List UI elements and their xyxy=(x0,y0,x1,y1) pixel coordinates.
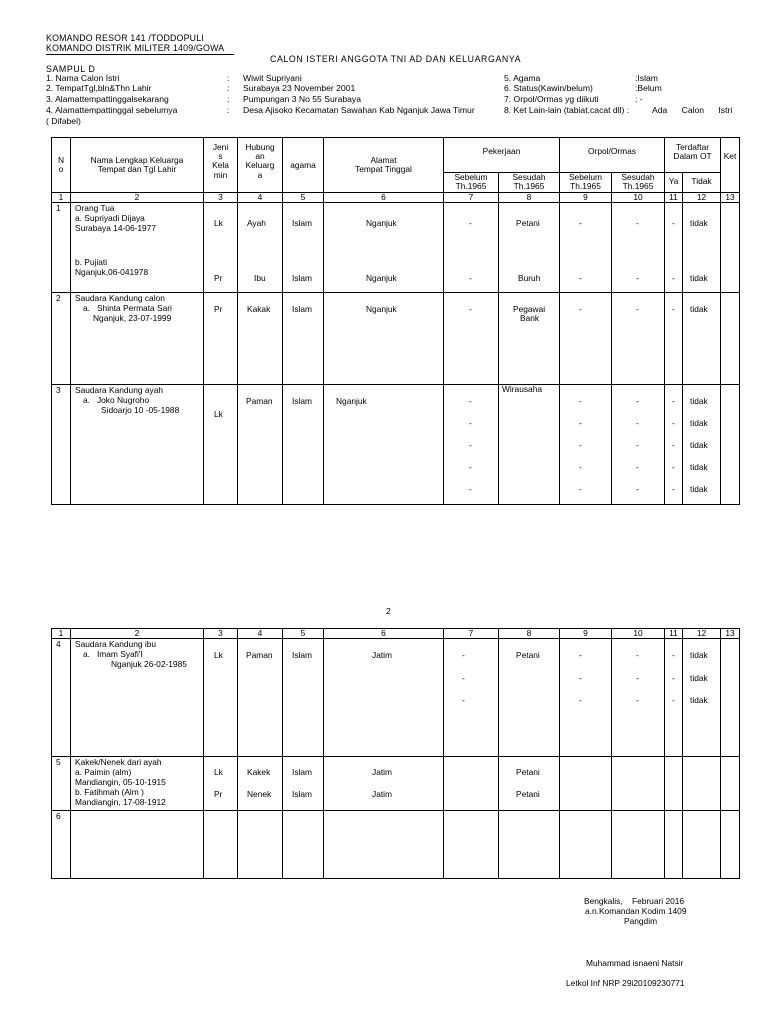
document-title: CALON ISTERI ANGGOTA TNI AD DAN KELUARGANYA xyxy=(270,54,522,64)
table-row: 5 Kakek/Nenek dari ayah a. Paimin (alm) Mandiangin, 05-10-1915 b. Fatihmah (Alm ) Mandiangin, 17-08-1912 Lk Pr Kakek Nenek Islam Islam Jatim Jatim Petani Petani xyxy=(52,757,740,811)
header-no: N o xyxy=(52,138,71,193)
column-number-row: 1 2 3 4 5 6 7 8 9 10 11 12 13 xyxy=(52,193,740,203)
column-number-row: 1 2 3 4 5 6 7 8 9 10 11 12 13 xyxy=(52,629,740,639)
table-row: 4 Saudara Kandung ibu a. Imam Syafi'I Nganjuk 26-02-1985 Lk Paman Islam Jatim - - - Petani - - - - - - - - - tidak tidak tidak xyxy=(52,639,740,757)
signatory-name: Muhammad isnaeni Natsir xyxy=(586,958,684,968)
info-value-status: :Belum xyxy=(635,83,662,93)
info-extra-note: ( Difabel) xyxy=(46,116,81,126)
header-ya: Ya xyxy=(665,173,683,193)
header-orpol-sebelum: Sebelum Th.1965 xyxy=(560,173,612,193)
header-nama: Nama Lengkap Keluarga Tempat dan Tgl Lahir xyxy=(71,138,204,193)
document-subtitle: SAMPUL D xyxy=(46,64,96,74)
signature-on-behalf: a.n.Komandan Kodim 1409 xyxy=(585,906,687,916)
table-row: 6 xyxy=(52,811,740,879)
page-number: 2 xyxy=(386,606,391,616)
info-label-status: 6. Status(Kawin/belum) xyxy=(504,83,593,93)
info-value-address: Pumpungan 3 No 55 Surabaya xyxy=(243,94,362,104)
info-value-orpol: : - xyxy=(635,94,643,104)
table-row: 1 Orang Tua a. Supriyadi Dijaya Surabaya 14-06-1977 b. Pujiati Nganjuk,06-041978 Lk Pr Ayah Ibu Islam Islam Nganjuk Nganjuk - - Petani Buruh - - - - - - tidak tidak xyxy=(52,203,740,293)
info-value-birth: Surabaya 23 November 2001 xyxy=(243,83,356,93)
table-row: 2 Saudara Kandung calon a. Shinta Permata Sari Nganjuk, 23-07-1999 Pr Kakak Islam Nganjuk - Pegawai Bank - - - tidak xyxy=(52,293,740,385)
header-pekerjaan-sebelum: Sebelum Th.1965 xyxy=(444,173,499,193)
info-label-other: 8. Ket Lain-lain (tabiat,cacat dll) : xyxy=(504,105,630,115)
header-orpol-sesudah: Sesudah Th.1965 xyxy=(612,173,665,193)
header-pekerjaan-sesudah: Sesudah Th.1965 xyxy=(499,173,560,193)
info-colon: : xyxy=(227,83,230,93)
header-terdaftar: Terdaftar Dalam OT xyxy=(665,138,721,173)
info-label-prev-address: 4. Alamattempattinggal sebelumya xyxy=(46,105,178,115)
info-label-address: 3. Alamattempattinggalsekarang xyxy=(46,94,169,104)
signature-role: Pangdim xyxy=(624,916,658,926)
header-orpol: Orpol/Ormas xyxy=(560,138,665,173)
info-label-birth: 2. TempatTgl,bln&Thn Lahir xyxy=(46,83,152,93)
info-value-name: Wiwit Supriyani xyxy=(243,73,302,83)
family-table-page-2 xyxy=(51,628,740,879)
header-pekerjaan: Pekerjaan xyxy=(444,138,560,173)
family-table-page-1 xyxy=(51,137,740,505)
info-label-orpol: 7. Orpol/Ormas yg diikuti xyxy=(504,94,599,104)
info-colon: : xyxy=(227,94,230,104)
table-row: 3 Saudara Kandung ayah a. Joko Nugroho Sidoarjo 10 -05-1988 Lk Paman Islam Nganjuk - - - - - Wirausaha - - - - - - - - - - - - - - - tidak tidak tidak tidak tidak xyxy=(52,385,740,505)
info-label-name: 1. Nama Calon Istri xyxy=(46,73,120,83)
header-agama: agama xyxy=(283,138,324,193)
header-hubungan: Hubung an Keluarg a xyxy=(238,138,283,193)
info-colon: : xyxy=(227,73,230,83)
header-tidak: Tidak xyxy=(683,173,721,193)
signature-place-date: Bengkalis, Februari 2016 xyxy=(584,896,685,906)
info-label-religion: 5. Agama xyxy=(504,73,541,83)
info-value-prev-address: Desa Ajisoko Kecamatan Sawahan Kab Nganjuk Jawa Timur xyxy=(243,105,475,115)
header-jenis-kelamin: Jeni s Kela min xyxy=(204,138,238,193)
info-value-religion: :Islam xyxy=(635,73,658,83)
info-value-other: Ada Calon Istri xyxy=(652,105,733,115)
header-line-2: KOMANDO DISTRIK MILITER 1409/GOWA xyxy=(46,43,234,55)
header-ket: Ket xyxy=(721,138,740,193)
header-alamat: Alamat Tempat Tinggal xyxy=(324,138,444,193)
signatory-rank: Letkol Inf NRP 29i20109230771 xyxy=(566,978,685,988)
info-colon: : xyxy=(227,105,230,115)
header-line-1: KOMANDO RESOR 141 /TODDOPULI xyxy=(46,33,204,43)
